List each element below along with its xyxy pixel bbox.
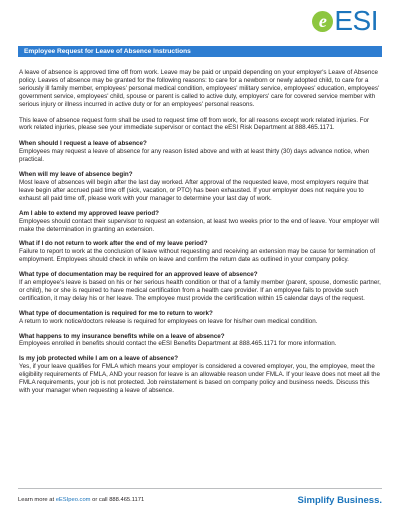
faq-question: Is my job protected while I am on a leave of absence? xyxy=(19,355,179,363)
website-link[interactable]: eESIpeo.com xyxy=(55,497,91,503)
faq-question: What type of documentation is required for me to return to work? xyxy=(19,309,213,317)
faq-answer: A return to work notice/doctors release is required for employees on leave for his/her own medical condition. xyxy=(19,317,318,325)
document-body xyxy=(19,69,381,402)
logo-text: ESI xyxy=(334,5,378,36)
faq-answer: Employees may request a leave of absence for any reason listed above and with at least thirty (30) days advance notice, when practical. xyxy=(19,148,370,164)
faq-section xyxy=(19,355,381,395)
faq-answer: Employees enrolled in benefits should contact the eESI Benefits Department at 888.465.1171 for more information. xyxy=(19,340,337,348)
footer xyxy=(18,488,382,507)
tagline: Simplify Business. xyxy=(297,494,382,506)
eesi-logo xyxy=(312,6,378,36)
faq-question: What type of documentation may be required for an approved leave of absence? xyxy=(19,271,258,279)
faq-question: Am I able to extend my approved leave period? xyxy=(19,209,159,217)
page-title: Employee Request for Leave of Absence Instructions xyxy=(18,46,382,57)
faq-answer: Employees should contact their supervisor to request an extension, at least two weeks prior to the end of leave. Your employer will make the determination in granting an extension. xyxy=(19,217,379,233)
faq-question: When should I request a leave of absence? xyxy=(19,140,147,148)
faq-section xyxy=(19,310,381,326)
faq-question: When will my leave of absence begin? xyxy=(19,171,133,179)
faq-section xyxy=(19,240,381,264)
intro-paragraph: A leave of absence is approved time off from work. Leave may be paid or unpaid depending on your employer's Leave of Absence policy. Leaves of absence may be granted for the following reasons: to care for a newborn or newly adopted child, to care for a seriously ill family member, employees' personal medical condition, employees' military service, employees' education, employees' government service, employees' child, spouse or parent is called to active duty, employers' care for covered service member with serious injury or illness incurred in active duty or for an employees' personal reasons. xyxy=(19,69,380,108)
faq-question: What if I do not return to work after the end of my leave period? xyxy=(19,240,208,248)
faq-answer: Most leave of absences will begin after the last day worked. After approval of the requested leave, most employers require that leave begin after accrued paid time off (sick, vacation, or PTO) has been exhausted. If your employer does not require you to exhaust all paid time off, please work with your manager to determine your last day of work. xyxy=(19,178,369,202)
faq-answer: Failure to report to work at the conclusion of leave without requesting and receiving an extension may be cause for termination of employment. Employees should check in while on leave and confirm the return date as outlined in your company policy. xyxy=(19,248,376,264)
footer-phone: or call 888.465.1171 xyxy=(90,497,145,503)
faq-section xyxy=(19,140,381,164)
faq-question: What happens to my insurance benefits while on a leave of absence? xyxy=(19,332,225,340)
logo-e-circle: e xyxy=(312,11,333,32)
faq-section xyxy=(19,333,381,349)
faq-section xyxy=(19,271,381,303)
faq-section xyxy=(19,171,381,203)
footer-contact xyxy=(18,497,144,503)
faq-answer: If an employee's leave is based on his or her serious health condition or that of a family member (parent, spouse, domestic partner, or child), he or she is required to have medical certification from a health care provider. If an employee fails to provide such certification, it may delay his or her leave. The employee must provide the certification within 15 calendar days of the request. xyxy=(19,279,381,302)
intro-paragraph: This leave of absence request form shall be used to request time off from work, for all reasons except work related injuries. For work related injuries, please see your immediate supervisor or contact the eESI Risk Department at 888.465.1171. xyxy=(19,116,370,132)
faq-section xyxy=(19,210,381,234)
faq-answer: Yes, if your leave qualifies for FMLA which means your employer is considered a covered employer, you, the employee, meet the eligibility requirements of FMLA, AND your reason for leave is an allowable reason under FMLA. If your leave does not meet all the FMLA requirements, your job is not protected. Job reinstatement is based on company policy and business needs. Discuss this with your manager when requesting a leave of absence. xyxy=(19,363,380,394)
footer-prefix: Learn more at xyxy=(18,497,56,503)
